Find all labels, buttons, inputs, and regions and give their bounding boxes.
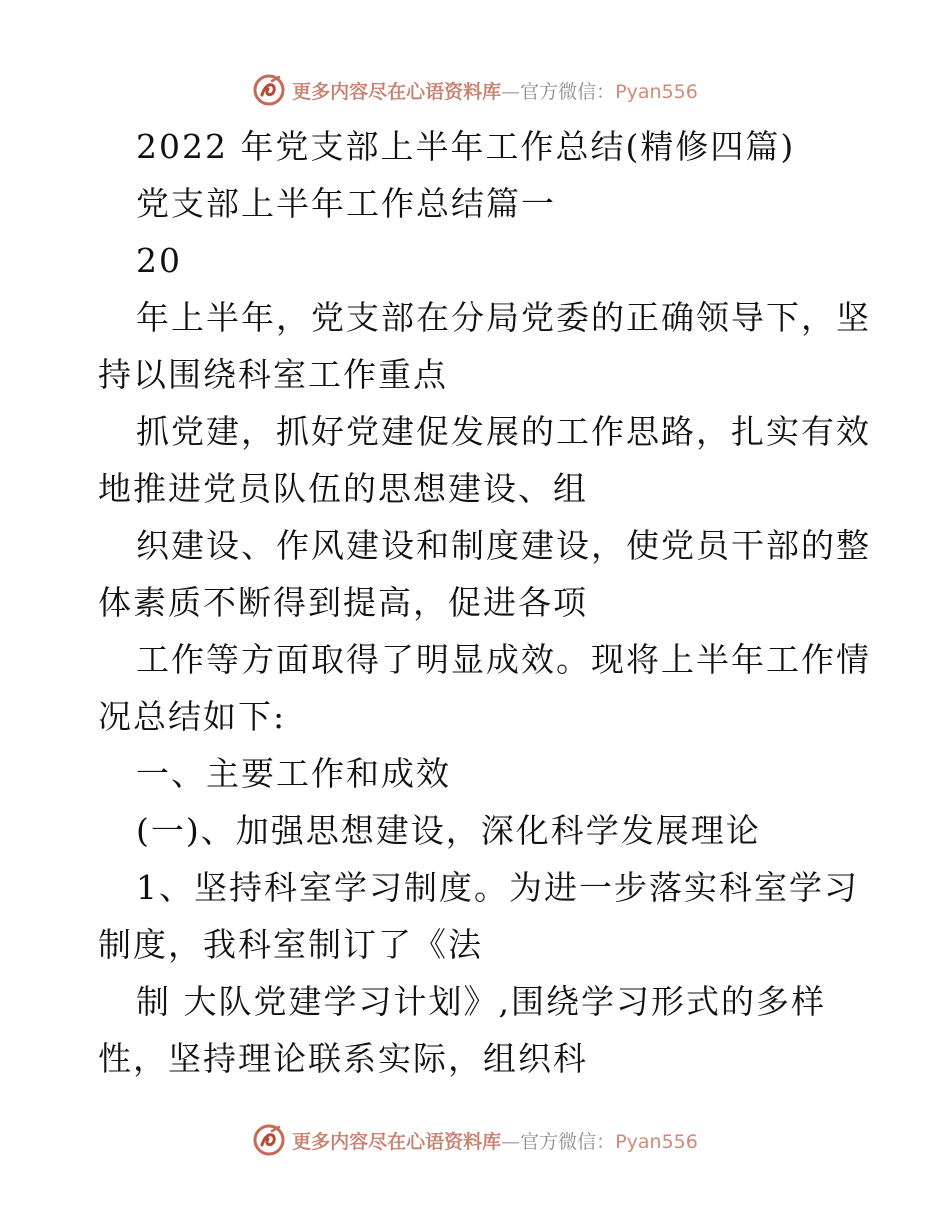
watermark-content [252,1123,698,1157]
watermark-wechat-label: 官方微信： [520,1130,616,1153]
subsection-heading: (一)、加强思想建设，深化科学发展理论 [136,811,761,850]
text-line: 年上半年，党支部在分局党委的正确领导下，坚 [136,298,871,337]
watermark-wechat-id: Pyan556 [615,1130,698,1153]
watermark-content [252,73,698,107]
section-heading: 一、主要工作和成效 [136,754,451,793]
text-line: 持以围绕科室工作重点 [98,355,448,394]
swirl-logo-icon [252,73,286,107]
watermark-brand: 更多内容尽在心语资料库 [292,80,502,103]
watermark-wechat-label: 官方微信： [520,80,616,103]
section-heading: 党支部上半年工作总结篇一 [136,184,556,223]
watermark-separator: — [501,1130,521,1153]
text-line: 制度，我科室制订了《法 [98,925,483,964]
document-body [98,118,871,1087]
watermark-separator: — [501,80,521,103]
text-line: 20 [136,241,182,280]
text-line: 地推进党员队伍的思想建设、组 [98,469,588,508]
text-line: 1、坚持科室学习制度。为进一步落实科室学习 [136,868,859,907]
text-line: 制 大队党建学习计划》,围绕学习形式的多样 [136,982,826,1021]
text-line: 抓党建，抓好党建促发展的工作思路，扎实有效 [136,412,871,451]
document-title: 2022 年党支部上半年工作总结(精修四篇) [136,127,796,166]
text-line: 工作等方面取得了明显成效。现将上半年工作情 [136,640,871,679]
text-line: 性，坚持理论联系实际，组织科 [98,1039,588,1078]
text-line: 体素质不断得到提高，促进各项 [98,583,588,622]
swirl-logo-icon [252,1123,286,1157]
watermark-header [0,70,950,110]
watermark-wechat-id: Pyan556 [615,80,698,103]
watermark-brand: 更多内容尽在心语资料库 [292,1130,502,1153]
text-line: 况总结如下: [98,697,287,736]
watermark-footer [0,1120,950,1160]
text-line: 织建设、作风建设和制度建设，使党员干部的整 [136,526,871,565]
